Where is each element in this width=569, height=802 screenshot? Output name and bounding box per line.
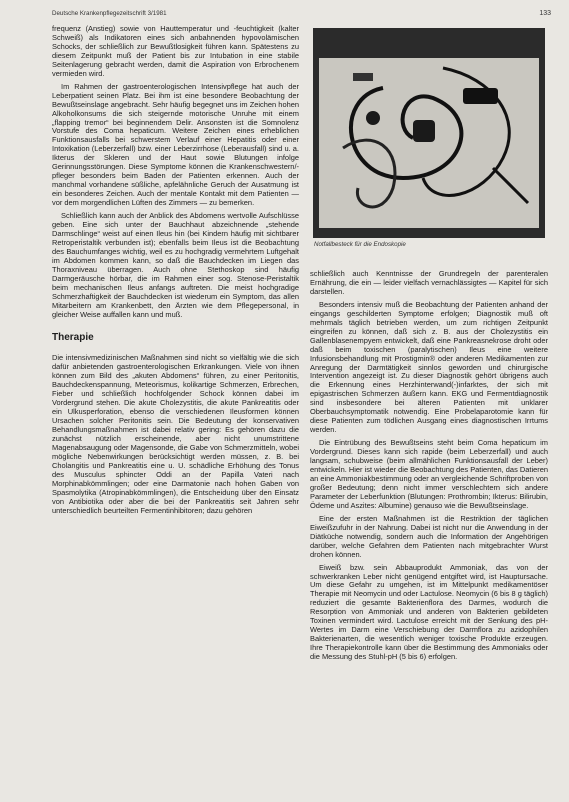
paragraph: Die Eintrübung des Bewußtseins steht beim Coma hepaticum im Vordergrund. Dieses kann sich rapide (beim Leberzerfall) und auch langsam, schubweise (beim allmählichen Funktionsausfall der Leber) entwickeln. Hier ist wieder die Beobachtung des Patienten, das Datieren an eine Ammoniakbestimmung oder an vergleichende Schriftproben von großer Bedeutung; denn nicht immer verschlechtern sich andere Parameter der Leberfunktion (Blutungen: Prothrombin; Ikterus: Bilirubin, Ödeme und Aszites: Albumine) genauso wie die Bewußtseinslage. bbox=[310, 438, 548, 510]
page-number: 133 bbox=[539, 10, 551, 17]
paragraph: Die intensivmedizinischen Maßnahmen sind nicht so vielfältig wie die sich dafür anbietenden gastroenterologischen Erkrankungen. Viele von ihnen können zum Bild des „akuten Abdomens“ führen, zu einer Peritonitis, Bauchdeckenspannung, Meteorismus, kolikartige Schmerzen, Erbrechen, Fieber und schließlich hochfolgender Schock können dabei im Vordergrund stehen. Die akute Cholezystitis, die akute Pankreatitis oder ein Ulkusperforation, ebenso die verschiedenen Ileusformen können Ursachen solcher Peritonitis sein. Die Bedeutung der konservativen Behandlungsmaßnahmen ist dabei relativ gering: Es gehören dazu die zunächst nützlich erscheinende, aber nicht unumstrittene Magenabsaugung oder Magensonde, die Gabe von Schmerzmitteln, wobei mögliche Nebenwirkungen berücksichtigt werden müssen, z. B. bei Cholangitis und Pankreatitis eine u. U. schädliche Erhöhung des Tonus des Musculus sphincter Oddi an der Papilla Vateri nach Morphinabkömmlingen; oder eine Darmatonie nach hohen Gaben von Spasmolytika (Atropinabkömmlingen), die Entscheidung über den Einsatz von Antibiotika oder aber die bei der Pankreatitis seit Jahren sehr unterschiedlich beurteilten Fermentinhibitoren; dazu gehören bbox=[52, 353, 299, 515]
paragraph: Besonders intensiv muß die Beobachtung der Patienten anhand der eingangs geschilderten Symptome erfolgen; Diagnostik muß oft mehrmals täglich betrieben werden, um zum richtigen Zeitpunkt eingreifen zu können, daß sich z. B. aus der Cholezystitis ein Gallenblasenempyem entwickelt, daß eine Pankreasnekrose droht oder daß beim toxischen (paralytischen) Ileus eine weitere Infusionsbehandlung mit Prostigmin® oder anderen Medikamenten zur Anregung der Darmtätigkeit sinnlos geworden und chirurgische Intervention angezeigt ist. Zu dieser Diagnostik gehört übrigens auch die Erkennung eines Herzhinterwand(-)infarktes, der sich mit epigastrischen Schmerzen äußern kann. EKG und Fermentdiagnostik sind insbesondere bei älteren Patienten mit unklarer Oberbauchsymptomatik notwendig. Eine Probelaparotomie kann für diese Patienten zum tödlichen Ausgang eines diagnostischen Irrtums werden. bbox=[310, 299, 548, 435]
paragraph: Eine der ersten Maßnahmen ist die Restriktion der täglichen Eiweißzufuhr in der Nahrung. Dabei ist nicht nur die Anwendung in der Diätküche notwendig, sondern auch die Information der Angehörigen darüber, welche Gefahren dem Patienten nach mitgebrachter Wurst drohen können. bbox=[310, 513, 548, 559]
paragraph: Im Rahmen der gastroenterologischen Intensivpflege hat auch der Leberpatient seinen Platz. Bei ihm ist eine besondere Beobachtung der Bewußtseinslage angebracht. Sehr häufig begegnet uns im Zeichen hohen Alkoholkonsums die sich steigernde motorische Unruhe mit einem „flapping tremor“ bei beginnendem Delir. Ansonsten ist die Somnolenz Vorstufe des Coma hepaticum. Weitere Zeichen eines erheblichen Funktionsausfalls bei schwerstem Verlauf einer Hepatitis oder einer Intoxikation (Leberzerfall) bzw. einer Leberzirrhose (Leberausfall) sind u. a. Ikterus der Skleren und der Haut sowie Blutungen infolge Gerinnungsstörungen. Diese Symptome können die Krankenschwestern/-pfleger besonders beim Baden der Patienten erkennen. Auch der manchmal vorhandene süßliche, apfelähnliche Geruch der Ausatmung ist ein besonderes Zeichen. Auch der mentale Kontakt mit dem Patienten — vor dem morgendlichen Lüften des Zimmers — zu bemerken. bbox=[52, 81, 299, 208]
running-header bbox=[52, 10, 551, 22]
right-text-column bbox=[310, 270, 548, 666]
journal-title: Deutsche Krankenpflegezeitschrift 3/1981 bbox=[52, 10, 167, 17]
endoscopy-equipment-photo bbox=[313, 28, 545, 238]
paragraph: schließlich auch Kenntnisse der Grundregeln der parenteralen Ernährung, die ein — leider vielfach vernachlässigtes — Kapitel für sich darstellen. bbox=[310, 269, 548, 296]
paragraph: Eiweiß bzw. sein Abbauprodukt Ammoniak, das von der schwerkranken Leber nicht genügend entgiftet wird, ist Hauptursache. Um diese Gefahr zu umgehen, ist im Mittelpunkt medikamentöser Therapie mit Neomycin und oder Lactulose. Neomycin (6 bis 8 g täglich) reduziert die gesamte Bakterienflora des Darmes, wodurch die Resorption von Ammoniak und anderen von Bakterien gebildeten Toxinen vermindert wird. Lactulose erreicht mit der Senkung des pH-Wertes im Darm eine Verschiebung der Darmflora zu azidophilen Bakterienarten, die wesentlich weniger toxische Produkte erzeugen. Ihre Therapiekontrolle kann über die Bestimmung des Ammoniaks oder die Messung des Stuhl-pH (5 bis 6) erfolgen. bbox=[310, 562, 548, 662]
photo-caption: Notfallbesteck für die Endoskopie bbox=[314, 241, 406, 248]
paragraph: Schließlich kann auch der Anblick des Abdomens wertvolle Aufschlüsse geben. Eine sich unter der Bauchhaut abzeichnende „stehende Darmschlinge“ weist auf einen Ileus hin (bei Kindern häufig mit sichtbarer Retroperistaltik verbunden ist); ebenfalls beim Ileus ist die Beobachtung des Bauchumfanges wichtig, weil es zu hochgradig vermehrtem Luftgehalt im Abdomen kommen kann, so daß die Bauchdecken im Liegen das Thoraxniveau überragen. Auch ohne Stethoskop sind häufig Darmgeräusche hörbar, die im Rahmen einer sog. Stenose-Peristaltik beim mechanischen Ileus anfangs auftreten. Die meist hochgradige Schmerzhaftigkeit der Bauchdecken ist wiederum ein Symptom, das allen Mitarbeitern am Krankenbett, den Ärzten wie dem Pflegepersonal, in gleicher Weise auffallen kann und muß. bbox=[52, 211, 299, 319]
paragraph: frequenz (Anstieg) sowie von Hauttemperatur und -feuchtigkeit (kalter Schweiß) als Indikatoren eines sich anbahnenden hypovolämischen Schocks, der schließlich zur Bewußtlosigkeit führen kann. Spätestens zu diesem Zeitpunkt muß der Patient bis zur Intubation in eine stabile Seitenlagerung gebracht werden, damit die Aspiration von Erbrochenem vermieden wird. bbox=[52, 24, 299, 78]
left-text-column bbox=[52, 25, 299, 520]
section-heading: Therapie bbox=[52, 331, 94, 343]
